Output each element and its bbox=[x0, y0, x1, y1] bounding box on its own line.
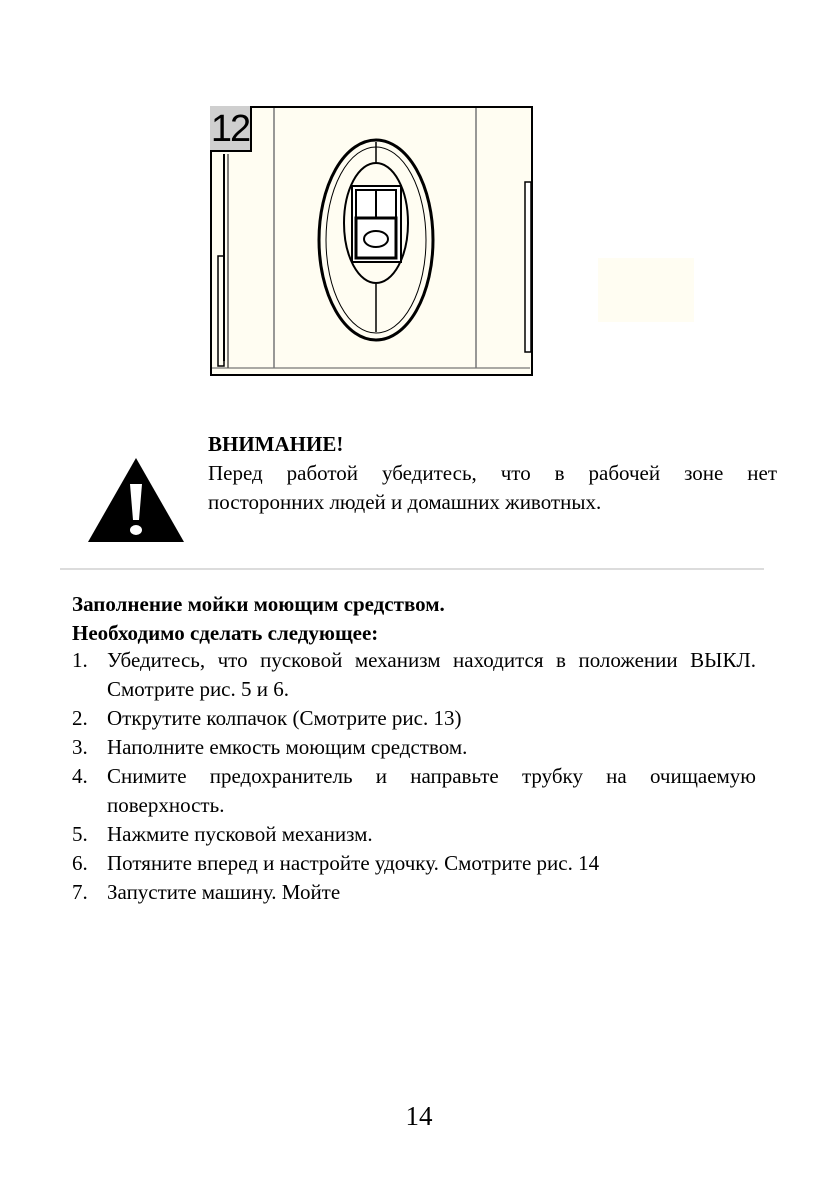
warning-text bbox=[208, 459, 777, 517]
list-item bbox=[72, 878, 756, 907]
warning-line-2: посторонних людей и домашних животных. bbox=[208, 490, 602, 514]
list-item bbox=[72, 762, 756, 820]
switch-closeup-illustration bbox=[210, 106, 533, 376]
page-number: 14 bbox=[405, 1101, 433, 1131]
figure-12 bbox=[210, 106, 533, 376]
list-item bbox=[72, 646, 756, 704]
divider bbox=[60, 568, 764, 570]
list-item bbox=[72, 733, 756, 762]
figure-number: 12 bbox=[210, 106, 252, 152]
step-number: 5. bbox=[72, 822, 88, 846]
step-number: 7. bbox=[72, 880, 88, 904]
section-title: Заполнение мойки моющим средством. bbox=[72, 592, 445, 616]
step-number: 3. bbox=[72, 735, 88, 759]
warning-triangle-icon bbox=[86, 456, 186, 549]
list-item bbox=[72, 820, 756, 849]
step-text: Запустите машину. Мойте bbox=[107, 880, 341, 904]
step-text: Открутите колпачок (Смотрите рис. 13) bbox=[107, 706, 462, 730]
step-text: Наполните емкость моющим средством. bbox=[107, 735, 468, 759]
warning-title: ВНИМАНИЕ! bbox=[208, 432, 344, 456]
steps-list bbox=[72, 646, 756, 907]
step-number: 2. bbox=[72, 706, 88, 730]
warning-line-1: Перед работой убедитесь, что в рабочей зоне нет bbox=[208, 461, 777, 485]
step-text: Убедитесь, что пусковой механизм находится в положении ВЫКЛ. Смотрите рис. 5 и 6. bbox=[107, 648, 756, 701]
step-text: Потяните вперед и настройте удочку. Смотрите рис. 14 bbox=[107, 851, 600, 875]
step-number: 4. bbox=[72, 764, 88, 788]
list-item bbox=[72, 849, 756, 878]
step-text: Снимите предохранитель и направьте трубку на очищаемую поверхность. bbox=[107, 764, 756, 817]
background-patch bbox=[598, 258, 694, 322]
list-item bbox=[72, 704, 756, 733]
section-subtitle: Необходимо сделать следующее: bbox=[72, 621, 379, 645]
step-number: 6. bbox=[72, 851, 88, 875]
step-number: 1. bbox=[72, 648, 88, 672]
step-text: Нажмите пусковой механизм. bbox=[107, 822, 373, 846]
